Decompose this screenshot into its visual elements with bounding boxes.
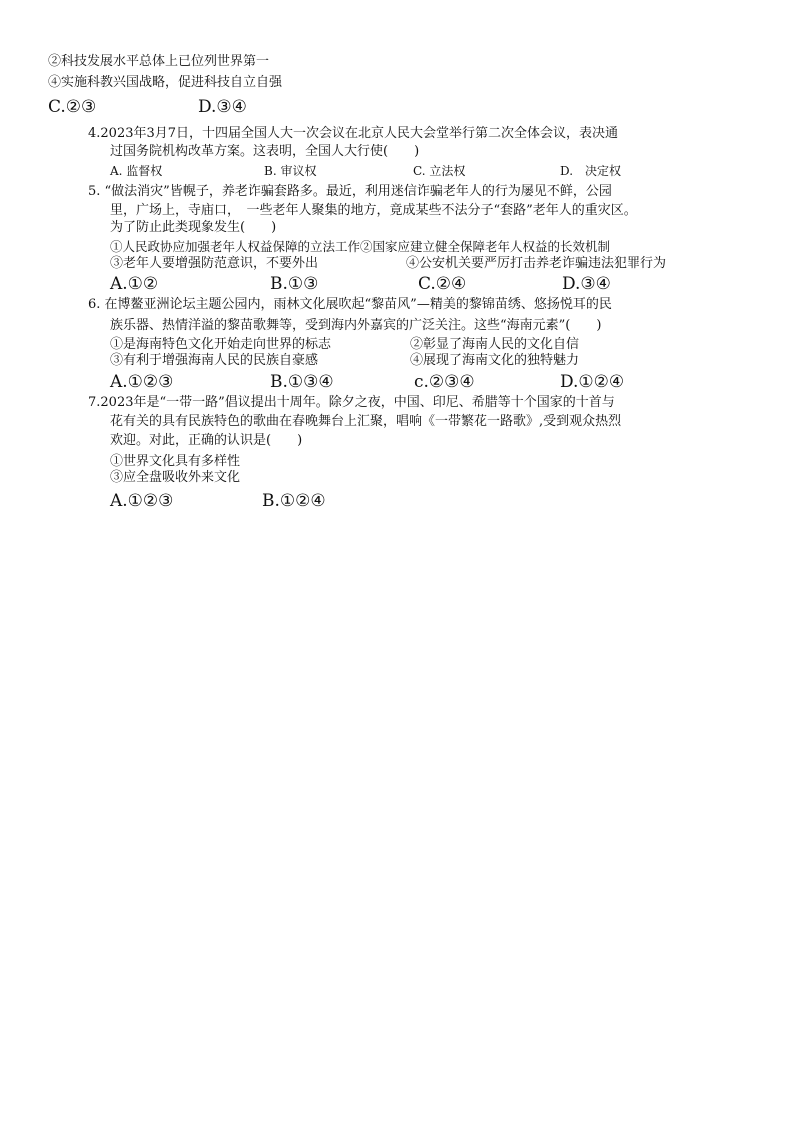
q7-stem-line-2: 花有关的具有民族特色的歌曲在春晚舞台上汇聚，唱响《一带繁花一路歌》,受到观众热烈	[110, 414, 622, 429]
q6-option-c: c.②③④	[414, 372, 475, 392]
q3-option-d: D.③④	[198, 97, 247, 117]
q7-stem-line-1: 7.2023年是“一带一路”倡议提出十周年。除夕之夜，中国、印尼、希腊等十个国家的十首与	[88, 395, 615, 410]
q4-option-a: A. 监督权	[110, 164, 163, 178]
q5-stem-line-1: 5. “做法消灾”皆幌子，养老诈骗套路多。最近，利用迷信诈骗老年人的行为屡见不鲜，公园	[88, 184, 612, 199]
q6-item-1: ①是海南特色文化开始走向世界的标志	[110, 337, 332, 352]
q5-option-a: A.①②	[110, 274, 159, 294]
q4-stem-line-2: 过国务院机构改革方案。这表明，全国人大行使( )	[110, 144, 420, 159]
q4-option-b: B. 审议权	[264, 164, 317, 178]
q4-option-d: D. 决定权	[560, 164, 622, 178]
q5-option-d: D.③④	[562, 274, 611, 294]
q7-option-b: B.①②④	[262, 491, 326, 511]
q5-stem-line-3: 为了防止此类现象发生( )	[110, 220, 277, 235]
q5-stem-line-2: 里，广场上，寺庙口， 一些老年人聚集的地方，竟成某些不法分子“套路”老年人的重灾区。	[110, 203, 637, 218]
q5-item-3: ③老年人要增强防范意识，不要外出	[110, 256, 319, 271]
q6-option-b: B.①③④	[270, 372, 334, 392]
q7-item-3: ③应全盘吸收外来文化	[110, 470, 241, 485]
q4-stem-line-1: 4.2023年3月7日，十四届全国人大一次会议在北京人民大会堂举行第二次全体会议，表决通	[88, 126, 619, 141]
q5-option-b: B.①③	[270, 274, 319, 294]
q6-stem-line-2: 族乐器、热情洋溢的黎苗歌舞等，受到海内外嘉宾的广泛关注。这些“海南元素”( )	[110, 318, 602, 333]
q6-option-a: A.①②③	[110, 372, 174, 392]
q7-option-a: A.①②③	[110, 491, 174, 511]
q7-item-1: ①世界文化具有多样性	[110, 454, 241, 469]
q6-item-4: ④展现了海南文化的独特魅力	[410, 353, 580, 368]
q3-item-4: ④实施科教兴国战略，促进科技自立自强	[48, 75, 283, 90]
q4-option-c: C. 立法权	[413, 164, 466, 178]
q7-stem-line-3: 欢迎。对此，正确的认识是( )	[110, 433, 303, 448]
q6-stem-line-1: 6. 在博鳌亚洲论坛主题公园内，雨林文化展吹起“黎苗风”—精美的黎锦苗绣、悠扬悦耳的民	[88, 297, 612, 312]
q3-option-c: C.②③	[48, 97, 97, 117]
q5-option-c: C.②④	[418, 274, 467, 294]
q3-item-2: ②科技发展水平总体上已位列世界第一	[48, 54, 270, 69]
q5-item-4: ④公安机关要严厉打击养老诈骗违法犯罪行为	[406, 256, 667, 271]
q6-item-3: ③有利于增强海南人民的民族自豪感	[110, 353, 319, 368]
q6-item-2: ②彰显了海南人民的文化自信	[410, 337, 580, 352]
q6-option-d: D.①②④	[560, 372, 625, 392]
q5-items-1-2: ①人民政协应加强老年人权益保障的立法工作②国家应建立健全保障老年人权益的长效机制	[110, 239, 611, 254]
